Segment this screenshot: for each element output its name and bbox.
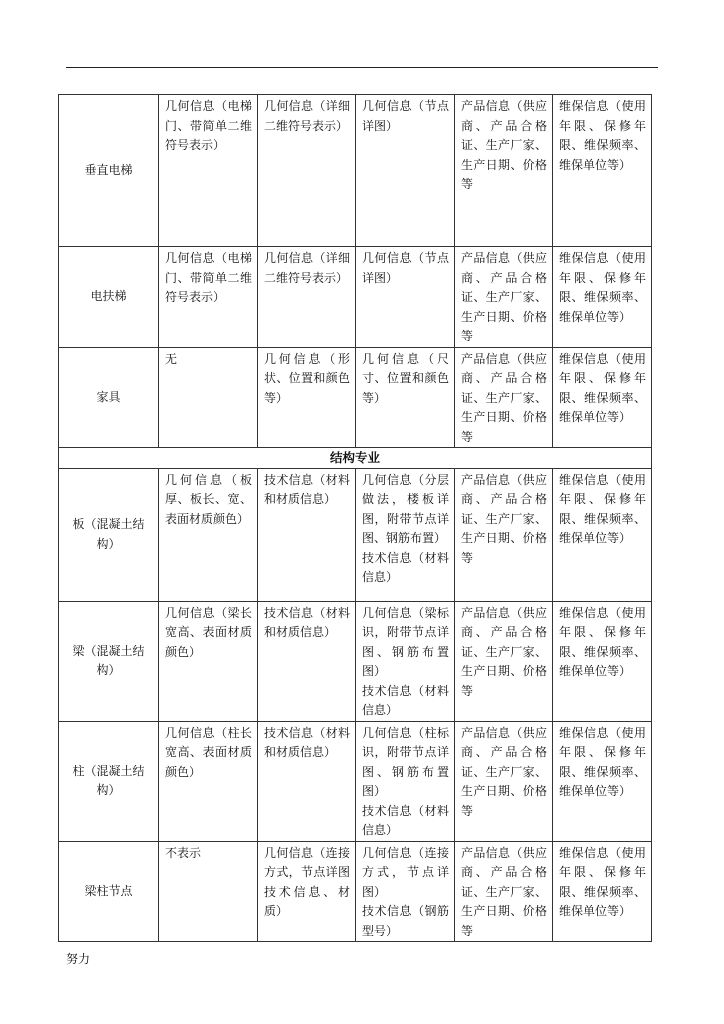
table-row <box>59 95 652 247</box>
cell: 几何信息（梁长宽高、表面材质颜色） <box>159 601 258 721</box>
cell: 维保信息（使用年限、保修年限、维保频率、维保单位等） <box>553 721 652 841</box>
cell: 几何信息（节点详图） <box>356 95 455 247</box>
cell <box>356 841 455 942</box>
cell-line: 几何信息（连接方式，节点详图） <box>362 845 449 899</box>
cell <box>356 721 455 841</box>
cell-line: 几何信息（分层做法，楼板详图，附带节点详图、钢筋布置） <box>362 472 449 545</box>
cell: 几何信息（连接方式，节点详图技术信息、材质） <box>258 841 356 942</box>
cell: 产品信息（供应商、产品合格证、生产厂家、生产日期、价格等 <box>455 721 553 841</box>
cell: 技术信息（材料和材质信息） <box>258 721 356 841</box>
cell: 技术信息（材料和材质信息） <box>258 468 356 601</box>
cell: 几何信息（板厚、板长、宽、表面材质颜色） <box>159 468 258 601</box>
header-rule <box>66 67 658 68</box>
cell: 产品信息（供应商、产品合格证、生产厂家、生产日期、价格等 <box>455 347 553 448</box>
cell-line: 技术信息（材料信息） <box>362 683 449 717</box>
table-row <box>59 601 652 721</box>
section-title: 结构专业 <box>59 448 652 469</box>
cell: 维保信息（使用年限、保修年限、维保频率、维保单位等） <box>553 468 652 601</box>
table-row <box>59 468 652 601</box>
row-name: 梁柱节点 <box>59 841 159 942</box>
spec-table <box>58 94 652 942</box>
row-name: 板（混凝土结构） <box>59 468 159 601</box>
cell: 产品信息（供应商、产品合格证、生产厂家、生产日期、价格等 <box>455 841 553 942</box>
cell <box>356 601 455 721</box>
cell: 技术信息（材料和材质信息） <box>258 601 356 721</box>
row-name: 垂直电梯 <box>59 95 159 247</box>
cell: 维保信息（使用年限、保修年限、维保频率、维保单位等） <box>553 347 652 448</box>
cell: 无 <box>159 347 258 448</box>
cell: 几何信息（详细二维符号表示） <box>258 95 356 247</box>
cell: 维保信息（使用年限、保修年限、维保频率、维保单位等） <box>553 247 652 348</box>
table-row <box>59 841 652 942</box>
cell-line: 几何信息（梁标识，附带节点详图、钢筋布置图） <box>362 605 449 678</box>
cell: 几何信息（柱长宽高、表面材质颜色） <box>159 721 258 841</box>
cell: 几何信息（尺寸、位置和颜色等） <box>356 347 455 448</box>
cell: 维保信息（使用年限、保修年限、维保频率、维保单位等） <box>553 95 652 247</box>
cell: 几何信息（电梯门、带简单二维符号表示） <box>159 247 258 348</box>
cell-line: 技术信息（材料信息） <box>362 550 449 584</box>
row-name: 梁（混凝土结构） <box>59 601 159 721</box>
table-row <box>59 347 652 448</box>
row-name: 家具 <box>59 347 159 448</box>
section-header-row <box>59 448 652 469</box>
cell: 几何信息（形状、位置和颜色等） <box>258 347 356 448</box>
cell: 维保信息（使用年限、保修年限、维保频率、维保单位等） <box>553 601 652 721</box>
cell-line: 几何信息（柱标识，附带节点详图、钢筋布置图） <box>362 725 449 798</box>
cell <box>356 468 455 601</box>
footer-text: 努力 <box>66 952 91 966</box>
cell: 几何信息（节点详图） <box>356 247 455 348</box>
cell: 维保信息（使用年限、保修年限、维保频率、维保单位等） <box>553 841 652 942</box>
cell: 产品信息（供应商、产品合格证、生产厂家、生产日期、价格等 <box>455 468 553 601</box>
table-row <box>59 721 652 841</box>
cell-line: 技术信息（材料信息） <box>362 803 449 837</box>
cell: 产品信息（供应商、产品合格证、生产厂家、生产日期、价格等 <box>455 95 553 247</box>
cell: 不表示 <box>159 841 258 942</box>
cell: 产品信息（供应商、产品合格证、生产厂家、生产日期、价格等 <box>455 601 553 721</box>
row-name: 电扶梯 <box>59 247 159 348</box>
cell-line: 技术信息（钢筋型号） <box>362 904 449 938</box>
table-row <box>59 247 652 348</box>
row-name: 柱（混凝土结构） <box>59 721 159 841</box>
cell: 产品信息（供应商、产品合格证、生产厂家、生产日期、价格等 <box>455 247 553 348</box>
cell: 几何信息（电梯门、带简单二维符号表示） <box>159 95 258 247</box>
cell: 几何信息（详细二维符号表示） <box>258 247 356 348</box>
